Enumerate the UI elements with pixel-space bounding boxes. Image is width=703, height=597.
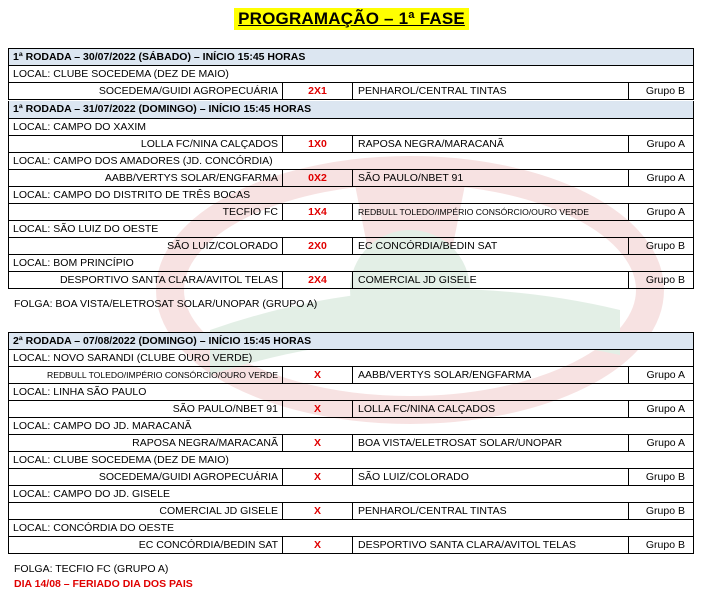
group-label: Grupo B <box>645 471 685 483</box>
home-team: EC CONCÓRDIA/BEDIN SAT <box>9 537 283 553</box>
match-row <box>8 401 694 418</box>
match-row <box>8 83 694 100</box>
local-label: LOCAL: CAMPO DO JD. MARACANÃ <box>13 420 192 432</box>
score: 2X4 <box>283 272 353 288</box>
home-team: COMERCIAL JD GISELE <box>9 503 283 519</box>
local-row <box>8 221 694 238</box>
local-label: LOCAL: LINHA SÃO PAULO <box>13 386 147 398</box>
local-row <box>8 520 694 537</box>
score: X <box>283 401 353 417</box>
home-team: SÃO PAULO/NBET 91 <box>9 401 283 417</box>
home-team: DESPORTIVO SANTA CLARA/AVITOL TELAS <box>9 272 283 288</box>
match-row <box>8 170 694 187</box>
group-label: Grupo B <box>645 539 685 551</box>
local-label: LOCAL: CONCÓRDIA DO OESTE <box>13 522 175 534</box>
local-label: LOCAL: CLUBE SOCEDEMA (DEZ DE MAIO) <box>13 454 229 466</box>
home-team: AABB/VERTYS SOLAR/ENGFARMA <box>9 170 283 186</box>
local-row <box>8 384 694 401</box>
local-label: LOCAL: SÃO LUIZ DO OESTE <box>13 223 159 235</box>
away-team: PENHAROL/CENTRAL TINTAS <box>353 83 629 99</box>
home-team: LOLLA FC/NINA CALÇADOS <box>9 136 283 152</box>
match-row <box>8 435 694 452</box>
match-row <box>8 238 694 255</box>
home-team: SÃO LUIZ/COLORADO <box>9 238 283 254</box>
home-team: TECFIO FC <box>9 204 283 220</box>
group-label: Grupo A <box>646 172 685 184</box>
local-label: LOCAL: CAMPO DO DISTRITO DE TRÊS BOCAS <box>13 189 251 201</box>
match-row <box>8 367 694 384</box>
round-header <box>8 48 694 66</box>
match-row <box>8 136 694 153</box>
score: 2X1 <box>283 83 353 99</box>
away-team: REDBULL TOLEDO/IMPÉRIO CONSÓRCIO/OURO VERDE <box>353 204 629 220</box>
match-row <box>8 537 694 554</box>
local-label: LOCAL: BOM PRINCÍPIO <box>13 257 134 269</box>
away-team: PENHAROL/CENTRAL TINTAS <box>353 503 629 519</box>
group-label: Grupo B <box>645 85 685 97</box>
local-row <box>8 153 694 170</box>
round-header-text: 2ª RODADA – 07/08/2022 (DOMINGO) – INÍCIO 15:45 HORAS <box>13 335 312 347</box>
local-label: LOCAL: CLUBE SOCEDEMA (DEZ DE MAIO) <box>13 68 229 80</box>
local-row <box>8 66 694 83</box>
local-row <box>8 350 694 367</box>
home-team: SOCEDEMA/GUIDI AGROPECUÁRIA <box>9 83 283 99</box>
local-row <box>8 452 694 469</box>
group-label: Grupo B <box>645 274 685 286</box>
local-label: LOCAL: CAMPO DO JD. GISELE <box>13 488 170 500</box>
home-team: REDBULL TOLEDO/IMPÉRIO CONSÓRCIO/OURO VERDE <box>9 367 283 383</box>
holiday-note: DIA 14/08 – FERIADO DIA DOS PAIS <box>14 578 193 590</box>
away-team: RAPOSA NEGRA/MARACANÃ <box>353 136 629 152</box>
local-row <box>8 187 694 204</box>
group-label: Grupo A <box>646 369 685 381</box>
group-label: Grupo B <box>645 240 685 252</box>
score: X <box>283 435 353 451</box>
match-row <box>8 503 694 520</box>
local-row <box>8 119 694 136</box>
score: X <box>283 537 353 553</box>
round-header-text: 1ª RODADA – 31/07/2022 (DOMINGO) – INÍCIO 15:45 HORAS <box>13 103 312 115</box>
match-row <box>8 204 694 221</box>
score: 1X0 <box>283 136 353 152</box>
away-team: COMERCIAL JD GISELE <box>353 272 629 288</box>
match-row <box>8 272 694 289</box>
round1-saturday-table <box>8 48 694 100</box>
local-label: LOCAL: NOVO SARANDI (CLUBE OURO VERDE) <box>13 352 253 364</box>
group-label: Grupo A <box>646 138 685 150</box>
home-team: SOCEDEMA/GUIDI AGROPECUÁRIA <box>9 469 283 485</box>
local-row <box>8 418 694 435</box>
folga-round2: FOLGA: TECFIO FC (GRUPO A) <box>14 563 169 575</box>
round1-sunday-table <box>8 101 694 289</box>
round2-table <box>8 332 694 554</box>
away-team: EC CONCÓRDIA/BEDIN SAT <box>353 238 629 254</box>
score: 0X2 <box>283 170 353 186</box>
match-row <box>8 469 694 486</box>
group-label: Grupo A <box>646 437 685 449</box>
score: X <box>283 469 353 485</box>
group-label: Grupo A <box>646 403 685 415</box>
score: 2X0 <box>283 238 353 254</box>
round-header-text: 1ª RODADA – 30/07/2022 (SÁBADO) – INÍCIO 15:45 HORAS <box>13 51 306 63</box>
local-row <box>8 255 694 272</box>
folga-round1: FOLGA: BOA VISTA/ELETROSAT SOLAR/UNOPAR (GRUPO A) <box>14 298 318 310</box>
away-team: LOLLA FC/NINA CALÇADOS <box>353 401 629 417</box>
score: X <box>283 503 353 519</box>
round-header <box>8 332 694 350</box>
local-label: LOCAL: CAMPO DO XAXIM <box>13 121 147 133</box>
round-header <box>8 101 694 119</box>
away-team: SÃO PAULO/NBET 91 <box>353 170 629 186</box>
page-title: PROGRAMAÇÃO – 1ª FASE <box>234 8 469 30</box>
home-team: RAPOSA NEGRA/MARACANÃ <box>9 435 283 451</box>
group-label: Grupo A <box>646 206 685 218</box>
group-label: Grupo B <box>645 505 685 517</box>
away-team: SÃO LUIZ/COLORADO <box>353 469 629 485</box>
title-wrap <box>0 8 703 30</box>
score: 1X4 <box>283 204 353 220</box>
local-row <box>8 486 694 503</box>
score: X <box>283 367 353 383</box>
local-label: LOCAL: CAMPO DOS AMADORES (JD. CONCÓRDIA) <box>13 155 273 167</box>
away-team: BOA VISTA/ELETROSAT SOLAR/UNOPAR <box>353 435 629 451</box>
away-team: AABB/VERTYS SOLAR/ENGFARMA <box>353 367 629 383</box>
away-team: DESPORTIVO SANTA CLARA/AVITOL TELAS <box>353 537 629 553</box>
